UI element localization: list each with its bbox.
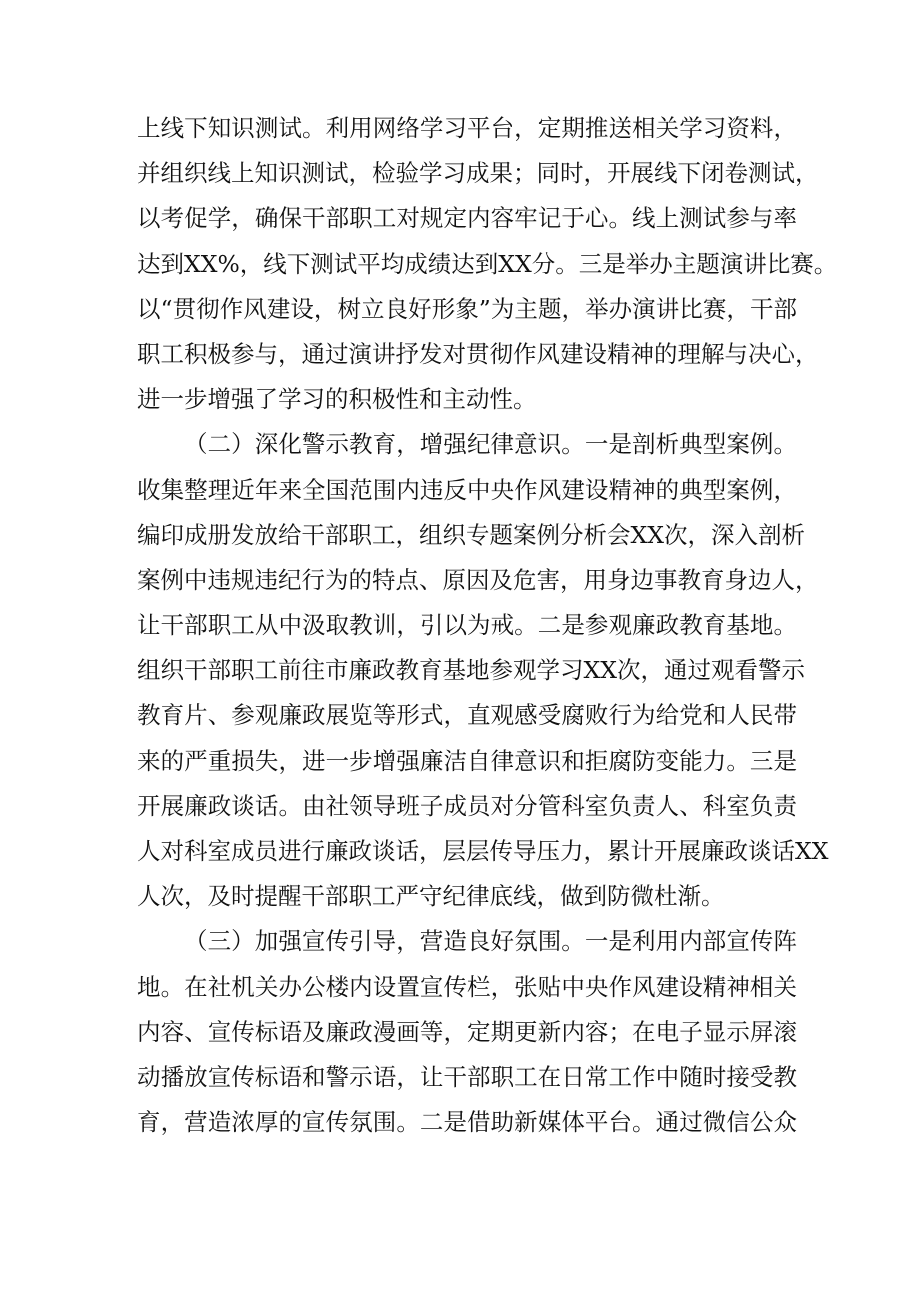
text-line: 编印成册发放给干部职工，组织专题案例分析会XX次，深入剖析 [137, 520, 805, 549]
text-line: 来的严重损失，进一步增强廉洁自律意识和拒腐防变能力。三是 [137, 746, 797, 775]
text-line: 并组织线上知识测试，检验学习成果；同时，开展线下闭卷测试， [137, 159, 819, 188]
text-line: 职工积极参与，通过演讲抒发对贯彻作风建设精神的理解与决心， [137, 339, 819, 368]
paragraph-2 [137, 422, 829, 919]
text-line: 组织干部职工前往市廉政教育基地参观学习XX次，通过观看警示 [137, 656, 805, 685]
paragraph-1 [137, 106, 838, 422]
text-line: 内容、宣传标语及廉政漫画等，定期更新内容；在电子显示屏滚 [137, 1017, 797, 1046]
section-heading-line: （三）加强宣传引导，营造良好氛围。一是利用内部宣传阵 [184, 927, 797, 956]
paragraph-3 [137, 919, 797, 1145]
text-line: 进一步增强了学习的积极性和主动性。 [137, 385, 537, 414]
text-line: 收集整理近年来全国范围内违反中央作风建设精神的典型案例， [137, 475, 797, 504]
text-line: 教育片、参观廉政展览等形式，直观感受腐败行为给党和人民带 [137, 701, 797, 730]
text-line: 以“贯彻作风建设，树立良好形象”为主题，举办演讲比赛，干部 [137, 294, 797, 323]
text-line: 让干部职工从中汲取教训，引以为戒。二是参观廉政教育基地。 [137, 611, 797, 640]
text-line: 开展廉政谈话。由社领导班子成员对分管科室负责人、科室负责 [137, 791, 797, 820]
text-line: 人次，及时提醒干部职工严守纪律底线，做到防微杜渐。 [137, 882, 725, 911]
section-heading-line: （二）深化警示教育，增强纪律意识。一是剖析典型案例。 [184, 430, 797, 459]
text-line: 达到XX%，线下测试平均成绩达到XX分。三是举办主题演讲比赛。 [137, 249, 838, 278]
text-line: 上线下知识测试。利用网络学习平台，定期推送相关学习资料， [137, 114, 797, 142]
text-line: 地。在社机关办公楼内设置宣传栏，张贴中央作风建设精神相关 [137, 972, 797, 1001]
document-body [137, 106, 838, 1145]
text-line: 人对科室成员进行廉政谈话，层层传导压力，累计开展廉政谈话XX [137, 837, 829, 865]
text-line: 育，营造浓厚的宣传氛围。二是借助新媒体平台。通过微信公众 [137, 1108, 797, 1137]
text-line: 案例中违规违纪行为的特点、原因及危害，用身边事教育身边人， [137, 565, 819, 594]
text-line: 以考促学，确保干部职工对规定内容牢记于心。线上测试参与率 [137, 204, 797, 233]
text-line: 动播放宣传标语和警示语，让干部职工在日常工作中随时接受教 [137, 1062, 797, 1091]
